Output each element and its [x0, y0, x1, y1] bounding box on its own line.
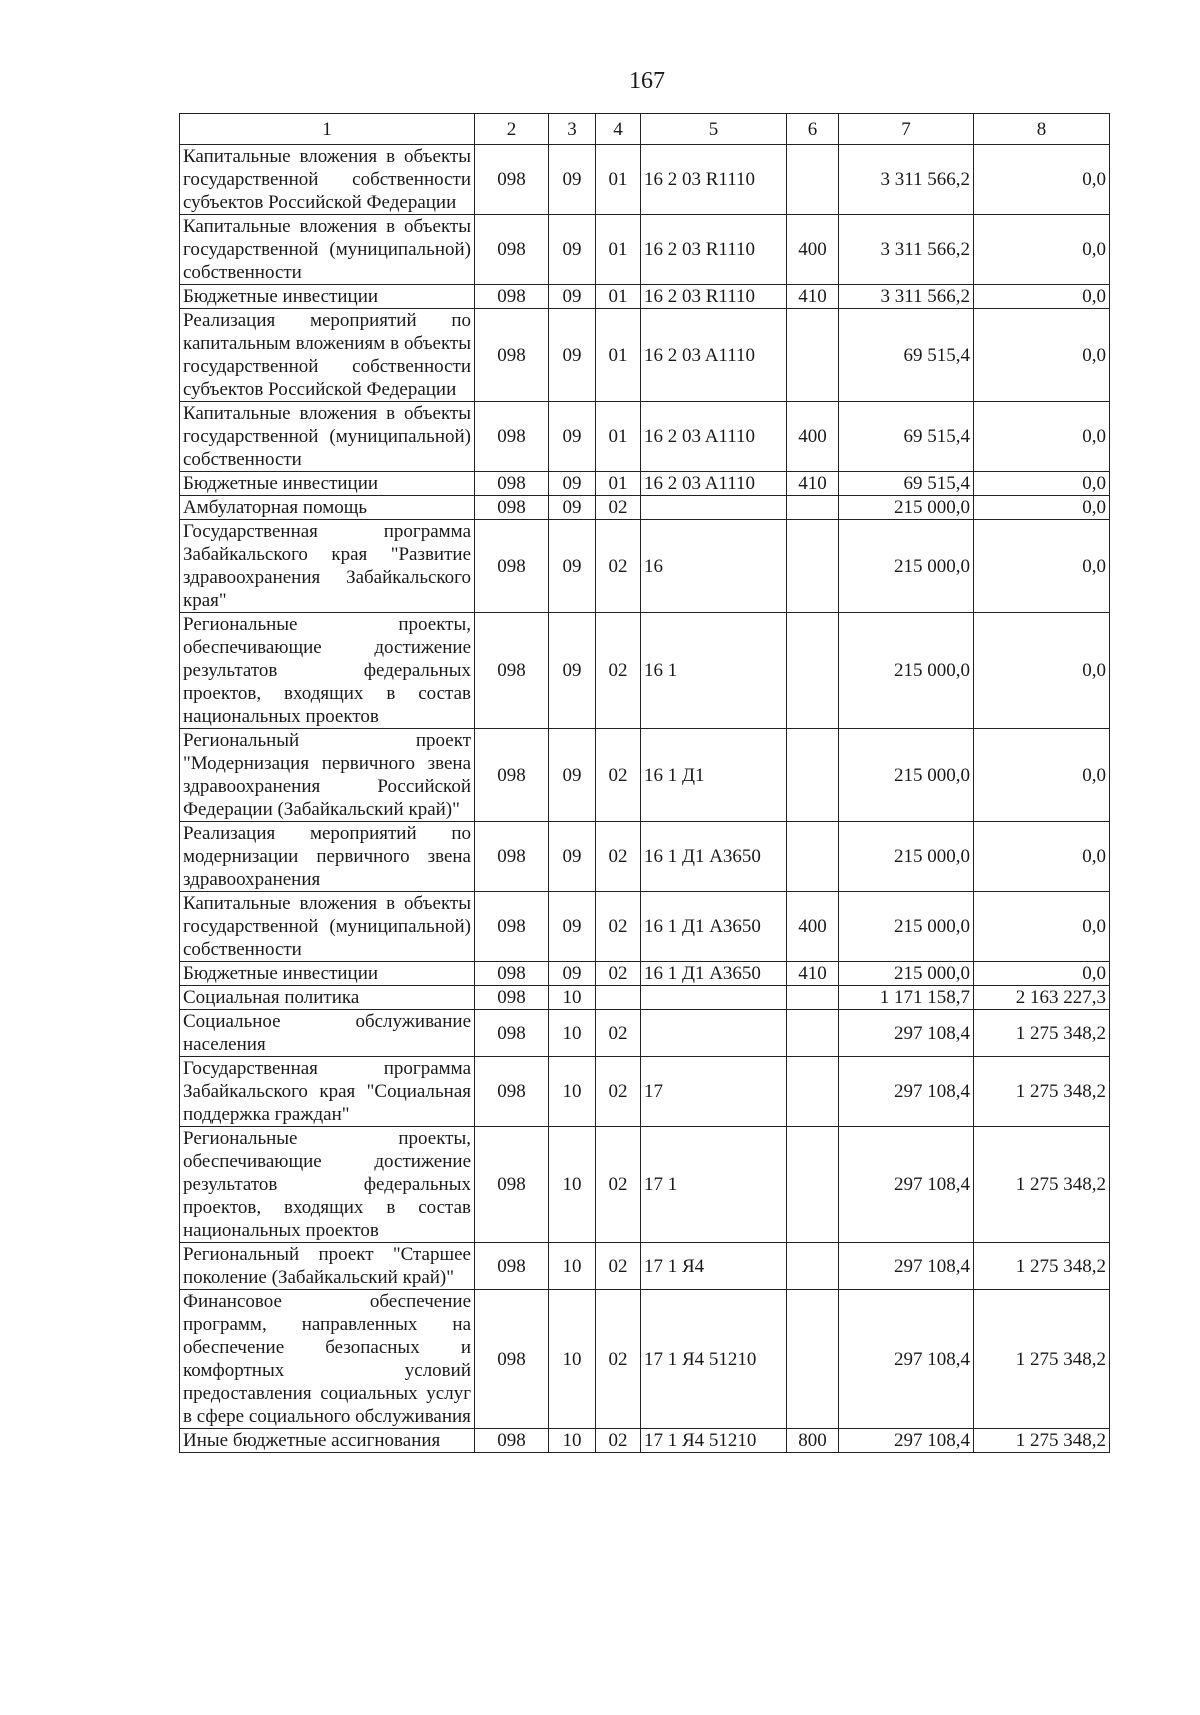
cell-target-article: 16 1 Д1 A3650 [641, 962, 787, 986]
cell-expense-type: 400 [787, 215, 839, 285]
cell-expense-type [787, 145, 839, 215]
cell-amount-2: 0,0 [974, 892, 1110, 962]
cell-target-article: 16 2 03 R1110 [641, 215, 787, 285]
table-row [180, 1429, 1110, 1453]
cell-subsection-code: 02 [596, 1429, 641, 1453]
cell-section-code: 10 [549, 1429, 596, 1453]
cell-subsection-code: 02 [596, 1290, 641, 1429]
cell-amount-2: 2 163 227,3 [974, 986, 1110, 1010]
page-number: 167 [629, 68, 665, 94]
cell-subsection-code: 01 [596, 215, 641, 285]
cell-ministry-code: 098 [475, 215, 549, 285]
cell-expense-type [787, 1290, 839, 1429]
cell-description: Бюджетные инвестиции [180, 472, 475, 496]
cell-amount-2: 0,0 [974, 402, 1110, 472]
cell-section-code: 10 [549, 1290, 596, 1429]
cell-amount-1: 1 171 158,7 [839, 986, 974, 1010]
column-header: 7 [839, 114, 974, 145]
cell-description: Амбулаторная помощь [180, 496, 475, 520]
cell-ministry-code: 098 [475, 729, 549, 822]
cell-amount-2: 1 275 348,2 [974, 1127, 1110, 1243]
cell-ministry-code: 098 [475, 1057, 549, 1127]
table-row [180, 402, 1110, 472]
cell-subsection-code: 02 [596, 520, 641, 613]
table-row [180, 1057, 1110, 1127]
cell-section-code: 09 [549, 520, 596, 613]
cell-description: Государственная программа Забайкальского края "Социальная поддержка граждан" [180, 1057, 475, 1127]
cell-section-code: 09 [549, 309, 596, 402]
cell-expense-type [787, 986, 839, 1010]
table-row [180, 1243, 1110, 1290]
cell-subsection-code: 02 [596, 1127, 641, 1243]
cell-subsection-code: 02 [596, 1057, 641, 1127]
cell-section-code: 10 [549, 1057, 596, 1127]
cell-target-article: 16 2 03 A1110 [641, 472, 787, 496]
column-header: 3 [549, 114, 596, 145]
cell-amount-2: 0,0 [974, 822, 1110, 892]
cell-description: Капитальные вложения в объекты государственной (муниципальной) собственности [180, 402, 475, 472]
cell-amount-1: 297 108,4 [839, 1243, 974, 1290]
cell-description: Бюджетные инвестиции [180, 285, 475, 309]
header-row [180, 114, 1110, 145]
table-row [180, 496, 1110, 520]
column-header: 4 [596, 114, 641, 145]
cell-description: Иные бюджетные ассигнования [180, 1429, 475, 1453]
cell-amount-1: 297 108,4 [839, 1290, 974, 1429]
cell-subsection-code: 02 [596, 892, 641, 962]
cell-ministry-code: 098 [475, 613, 549, 729]
cell-amount-2: 0,0 [974, 145, 1110, 215]
cell-subsection-code: 02 [596, 822, 641, 892]
cell-subsection-code: 02 [596, 729, 641, 822]
cell-target-article: 16 [641, 520, 787, 613]
cell-section-code: 10 [549, 986, 596, 1010]
cell-amount-2: 0,0 [974, 215, 1110, 285]
cell-ministry-code: 098 [475, 892, 549, 962]
cell-amount-1: 215 000,0 [839, 892, 974, 962]
cell-amount-1: 215 000,0 [839, 822, 974, 892]
table-row [180, 215, 1110, 285]
cell-amount-2: 0,0 [974, 496, 1110, 520]
cell-ministry-code: 098 [475, 496, 549, 520]
column-header: 8 [974, 114, 1110, 145]
cell-ministry-code: 098 [475, 822, 549, 892]
cell-expense-type [787, 309, 839, 402]
cell-section-code: 09 [549, 145, 596, 215]
cell-expense-type: 800 [787, 1429, 839, 1453]
cell-expense-type: 400 [787, 402, 839, 472]
cell-target-article: 17 1 Я4 [641, 1243, 787, 1290]
cell-section-code: 10 [549, 1243, 596, 1290]
cell-section-code: 09 [549, 402, 596, 472]
cell-amount-2: 0,0 [974, 962, 1110, 986]
cell-amount-1: 215 000,0 [839, 520, 974, 613]
cell-target-article [641, 986, 787, 1010]
cell-amount-2: 0,0 [974, 613, 1110, 729]
table-row [180, 285, 1110, 309]
table-row [180, 520, 1110, 613]
cell-target-article: 16 1 [641, 613, 787, 729]
table-row [180, 613, 1110, 729]
cell-ministry-code: 098 [475, 986, 549, 1010]
cell-description: Социальная политика [180, 986, 475, 1010]
cell-description: Социальное обслуживание населения [180, 1010, 475, 1057]
cell-description: Региональный проект "Модернизация первичного звена здравоохранения Российской Федерации (Забайкальский край)" [180, 729, 475, 822]
cell-target-article: 16 2 03 R1110 [641, 145, 787, 215]
cell-section-code: 10 [549, 1010, 596, 1057]
cell-expense-type [787, 1127, 839, 1243]
cell-section-code: 09 [549, 962, 596, 986]
cell-section-code: 09 [549, 496, 596, 520]
cell-amount-1: 215 000,0 [839, 496, 974, 520]
cell-description: Капитальные вложения в объекты государственной собственности субъектов Российской Федерации [180, 145, 475, 215]
cell-section-code: 09 [549, 892, 596, 962]
table-row [180, 1127, 1110, 1243]
cell-section-code: 09 [549, 285, 596, 309]
cell-ministry-code: 098 [475, 285, 549, 309]
cell-expense-type [787, 613, 839, 729]
cell-ministry-code: 098 [475, 1290, 549, 1429]
cell-expense-type [787, 496, 839, 520]
table-row [180, 729, 1110, 822]
cell-amount-1: 3 311 566,2 [839, 285, 974, 309]
cell-amount-2: 0,0 [974, 729, 1110, 822]
cell-subsection-code: 01 [596, 402, 641, 472]
cell-subsection-code: 02 [596, 613, 641, 729]
cell-subsection-code: 02 [596, 496, 641, 520]
cell-amount-2: 0,0 [974, 472, 1110, 496]
cell-amount-2: 1 275 348,2 [974, 1429, 1110, 1453]
cell-description: Реализация мероприятий по капитальным вложениям в объекты государственной собственности субъектов Российской Федерации [180, 309, 475, 402]
cell-ministry-code: 098 [475, 1243, 549, 1290]
cell-ministry-code: 098 [475, 1010, 549, 1057]
cell-expense-type [787, 1243, 839, 1290]
cell-amount-2: 1 275 348,2 [974, 1290, 1110, 1429]
cell-target-article: 16 2 03 A1110 [641, 402, 787, 472]
cell-amount-1: 69 515,4 [839, 472, 974, 496]
cell-ministry-code: 098 [475, 520, 549, 613]
cell-ministry-code: 098 [475, 309, 549, 402]
cell-section-code: 09 [549, 215, 596, 285]
budget-table [179, 113, 1110, 1453]
cell-amount-2: 0,0 [974, 309, 1110, 402]
cell-subsection-code: 01 [596, 309, 641, 402]
cell-expense-type [787, 1057, 839, 1127]
cell-ministry-code: 098 [475, 402, 549, 472]
cell-amount-1: 297 108,4 [839, 1057, 974, 1127]
cell-amount-2: 0,0 [974, 520, 1110, 613]
cell-ministry-code: 098 [475, 1429, 549, 1453]
cell-section-code: 09 [549, 822, 596, 892]
cell-amount-2: 0,0 [974, 285, 1110, 309]
cell-expense-type [787, 822, 839, 892]
cell-amount-1: 3 311 566,2 [839, 145, 974, 215]
cell-amount-1: 3 311 566,2 [839, 215, 974, 285]
cell-subsection-code: 01 [596, 472, 641, 496]
cell-subsection-code: 01 [596, 145, 641, 215]
column-header: 1 [180, 114, 475, 145]
cell-amount-2: 1 275 348,2 [974, 1010, 1110, 1057]
column-header: 6 [787, 114, 839, 145]
cell-description: Региональные проекты, обеспечивающие достижение результатов федеральных проектов, входящих в состав национальных проектов [180, 613, 475, 729]
cell-expense-type: 400 [787, 892, 839, 962]
cell-expense-type: 410 [787, 962, 839, 986]
cell-amount-2: 1 275 348,2 [974, 1057, 1110, 1127]
cell-target-article: 16 1 Д1 [641, 729, 787, 822]
cell-target-article: 17 [641, 1057, 787, 1127]
cell-expense-type: 410 [787, 472, 839, 496]
table-row [180, 962, 1110, 986]
cell-expense-type: 410 [787, 285, 839, 309]
column-header: 5 [641, 114, 787, 145]
cell-description: Капитальные вложения в объекты государственной (муниципальной) собственности [180, 215, 475, 285]
cell-description: Региональный проект "Старшее поколение (Забайкальский край)" [180, 1243, 475, 1290]
cell-expense-type [787, 1010, 839, 1057]
cell-ministry-code: 098 [475, 145, 549, 215]
table-row [180, 145, 1110, 215]
column-header: 2 [475, 114, 549, 145]
cell-target-article: 16 1 Д1 A3650 [641, 822, 787, 892]
table-row [180, 472, 1110, 496]
cell-description: Финансовое обеспечение программ, направленных на обеспечение безопасных и комфортных условий предоставления социальных услуг в сфере социального обслуживания [180, 1290, 475, 1429]
table-row [180, 822, 1110, 892]
table-row [180, 986, 1110, 1010]
cell-amount-2: 1 275 348,2 [974, 1243, 1110, 1290]
cell-subsection-code: 02 [596, 1243, 641, 1290]
cell-expense-type [787, 729, 839, 822]
cell-amount-1: 69 515,4 [839, 309, 974, 402]
table-body [180, 145, 1110, 1453]
cell-ministry-code: 098 [475, 1127, 549, 1243]
cell-subsection-code: 02 [596, 1010, 641, 1057]
cell-amount-1: 297 108,4 [839, 1429, 974, 1453]
cell-target-article: 16 1 Д1 A3650 [641, 892, 787, 962]
cell-section-code: 10 [549, 1127, 596, 1243]
cell-target-article: 16 2 03 R1110 [641, 285, 787, 309]
cell-target-article: 17 1 Я4 51210 [641, 1290, 787, 1429]
cell-subsection-code: 02 [596, 962, 641, 986]
table-row [180, 309, 1110, 402]
cell-target-article: 17 1 Я4 51210 [641, 1429, 787, 1453]
cell-amount-1: 297 108,4 [839, 1127, 974, 1243]
cell-description: Бюджетные инвестиции [180, 962, 475, 986]
cell-target-article [641, 1010, 787, 1057]
cell-subsection-code: 01 [596, 285, 641, 309]
cell-amount-1: 297 108,4 [839, 1010, 974, 1057]
table-row [180, 892, 1110, 962]
cell-target-article [641, 496, 787, 520]
cell-description: Реализация мероприятий по модернизации первичного звена здравоохранения [180, 822, 475, 892]
cell-amount-1: 215 000,0 [839, 962, 974, 986]
cell-amount-1: 69 515,4 [839, 402, 974, 472]
cell-description: Государственная программа Забайкальского края "Развитие здравоохранения Забайкальского края" [180, 520, 475, 613]
cell-target-article: 16 2 03 A1110 [641, 309, 787, 402]
cell-ministry-code: 098 [475, 962, 549, 986]
cell-amount-1: 215 000,0 [839, 729, 974, 822]
cell-target-article: 17 1 [641, 1127, 787, 1243]
cell-section-code: 09 [549, 729, 596, 822]
cell-expense-type [787, 520, 839, 613]
cell-section-code: 09 [549, 613, 596, 729]
cell-description: Региональные проекты, обеспечивающие достижение результатов федеральных проектов, входящих в состав национальных проектов [180, 1127, 475, 1243]
cell-section-code: 09 [549, 472, 596, 496]
cell-description: Капитальные вложения в объекты государственной (муниципальной) собственности [180, 892, 475, 962]
table-row [180, 1010, 1110, 1057]
cell-subsection-code [596, 986, 641, 1010]
table-row [180, 1290, 1110, 1429]
cell-amount-1: 215 000,0 [839, 613, 974, 729]
cell-ministry-code: 098 [475, 472, 549, 496]
